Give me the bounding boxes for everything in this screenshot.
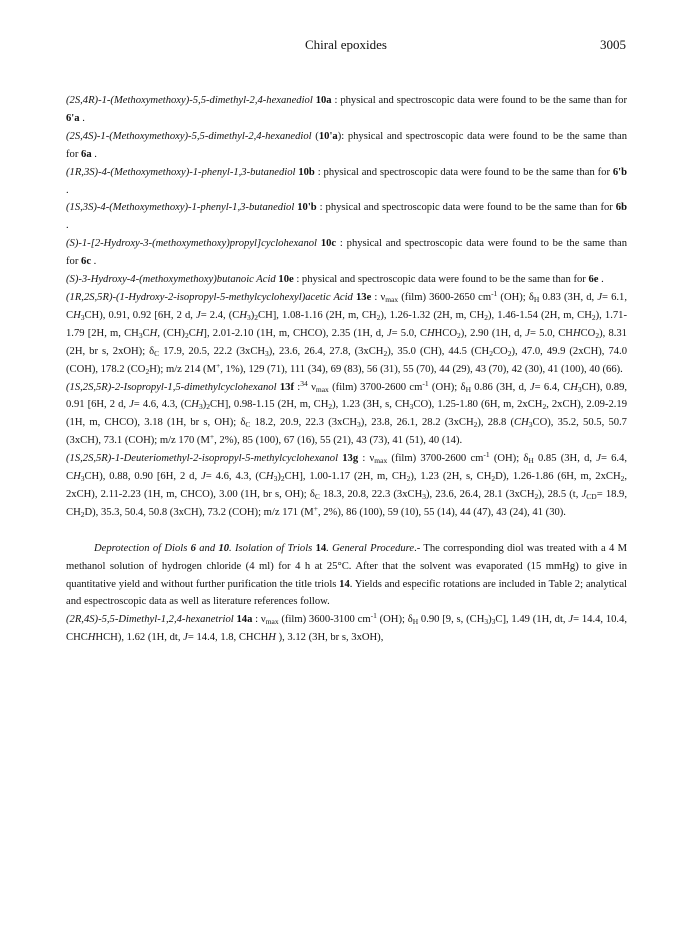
paragraph-10prime-b: (1S,3S)-4-(Methoxymethoxy)-1-phenyl-1,3-butanediol 10'b : physical and spectroscopic data were found to be the same than for 6b .: [66, 202, 627, 232]
paragraph-14a: (2R,4S)-5,5-Dimethyl-1,2,4-hexanetriol 14a : $\nu_{max}$ (film) 3600-3100 $cm^{-1}$ (OH); $\delta_H$ 0.90 [9, s, $(CH_3)_3C$], 1.49 (1H, dt, J= 14.4, 10.4, CHCHHCH), 1.62 (1H, dt, J= 14.4, 1.8, CHCHH ), 3.12 (3H, br s, 3xOH),: [66, 611, 628, 644]
section-gap: [66, 522, 627, 540]
page-number: 3005: [600, 37, 626, 52]
paragraph-13g: (1S,2S,5R)-1-Deuteriomethyl-2-isopropyl-5-methylcyclohexanol 13g : $\nu_{max}$ (film) 3700-2600 $cm^{-1}$ (OH); $\delta_H$ 0.85 (3H, d, J= 6.4, $CH_3CH$), 0.88, 0.90 [6H, 2 d, J= 4.6, 4.3, $(CH_3)_2CH$], 1.00-1.17 (2H, m, $CH_2$), 1.23 (2H, s, $CH_2D$), 1.26-1.86 (6H, m, 2xCH$_2$, 2xCH), 2.11-2.23 (1H, m, CHCO), 3.00 (1H, br s, OH); $\delta_C$ 18.3, 20.8, 22.3 (3xCH$_3$), 23.6, 26.4, 28.1 (3xCH$_2$), 28.5 (t, $J_{CD}= 18.9$, $CH_2D$), 35.3, 50.4, 50.8 (3xCH), 73.2 (COH); m/z 171 (M+, 2%), 86 (100), 59 (10), 55 (14), 44 (47), 43 (24), 41 (30).: [66, 450, 628, 519]
paragraph-13f: (1S,2S,5R)-2-Isopropyl-1,5-dimethylcyclohexanol 13f :$^{34}$ $\nu_{max}$ (film) 3700-2600 $cm^{-1}$ (OH); $\delta_H$ 0.86 (3H, d, J= 6.4, $CH_3CH$), 0.89, 0.91 [6H, 2 d, J= 4.6, 4.3, $(CH_3)_2CH$], 0.98-1.15 (2H, m, $CH_2$), 1.23 (3H, s, $CH_3CO$), 1.25-1.80 (6H, m, 2xCH$_2$, 2xCH), 2.09-2.19 (1H, m, CHCO), 3.18 (1H, br s, OH); $\delta_C$ 18.2, 20.9, 22.3 (3xCH$_3$), 23.8, 26.1, 28.2 (3xCH$_2$), 28.8 $(CH_3CO)$, 35.2, 50.5, 50.7 (3xCH), 73.1 (COH); m/z 170 (M+, 2%), 85 (100), 67 (16), 55 (21), 43 (73), 41 (51), 40 (14).: [66, 378, 628, 447]
paragraph-general-procedure: Deprotection of Diols 6 and 10. Isolation of Triols 14. General Procedure.- The corresponding diol was treated with a 4 M methanol solution of hydrogen chloride (4 ml) for 4 h at 25°C. After that the solvent was evaporated (15 mmHg) to give in quantitative yield and without further purification the title triols 14. Yields and especific rotations are included in Table 2; analytical and espectroscopic data as well as literature references follow.: [66, 542, 627, 608]
paragraph-10b: (1R,3S)-4-(Methoxymethoxy)-1-phenyl-1,3-butanediol 10b : physical and spectroscopic data were found to be the same than for 6'b .: [66, 166, 627, 196]
running-header: [0, 37, 692, 57]
body-text: [66, 92, 627, 647]
paragraph-10e: (S)-3-Hydroxy-4-(methoxymethoxy)butanoic Acid 10e : physical and spectroscopic data were found to be the same than for 6e .: [66, 274, 604, 286]
paragraph-13e: (1R,2S,5R)-(1-Hydroxy-2-isopropyl-5-methylcyclohexyl)acetic Acid 13e : $\nu_{max}$ (film) 3600-2650 $cm^{-1}$ (OH); $\delta_H$ 0.83 (3H, d, J= 6.1, $CH_3CH$), 0.91, 0.92 [6H, 2 d, J= 2.4, $(CH_3)_2CH$], 1.08-1.16 (2H, m, $CH_2$), 1.26-1.32 (2H, m, $CH_2$), 1.46-1.54 (2H, m, $CH_2$), 1.71-1.79 [2H, m, $CH_3CH$, $(CH)_2CH$], 2.01-2.10 (1H, m, CHCO), 2.35 (1H, d, J= 5.0, $CHHCO_2$), 2.90 (1H, d, J= 5.0, $CHHCO_2$), 8.31 (2H, br s, 2xOH); $\delta_C$ 17.9, 20.5, 22.2 (3xCH$_3$), 23.6, 26.4, 27.8, (3xCH$_2$), 35.0 (CH), 44.5 $(CH_2CO_2)$, 47.0, 49.9 (2xCH), 74.0 (COH), 178.2 $(CO_2H)$; m/z 214 (M+, 1%), 129 (71), 111 (34), 69 (83), 56 (31), 55 (70), 44 (29), 43 (70), 42 (30), 41 (100), 40 (66).: [66, 288, 627, 376]
paragraph-10prime-a: (2S,4S)-1-(Methoxymethoxy)-5,5-dimethyl-2,4-hexanediol (10'a): physical and spectroscopic data were found to be the same than for 6a .: [66, 130, 627, 160]
paragraph-10a: (2S,4R)-1-(Methoxymethoxy)-5,5-dimethyl-2,4-hexanediol 10a : physical and spectroscopic data were found to be the same than for 6'a .: [66, 95, 627, 124]
paragraph-10c: (S)-1-[2-Hydroxy-3-(methoxymethoxy)propyl]cyclohexanol 10c : physical and spectroscopic data were found to be the same than for 6c .: [66, 238, 628, 268]
header-title: Chiral epoxides: [305, 37, 387, 52]
